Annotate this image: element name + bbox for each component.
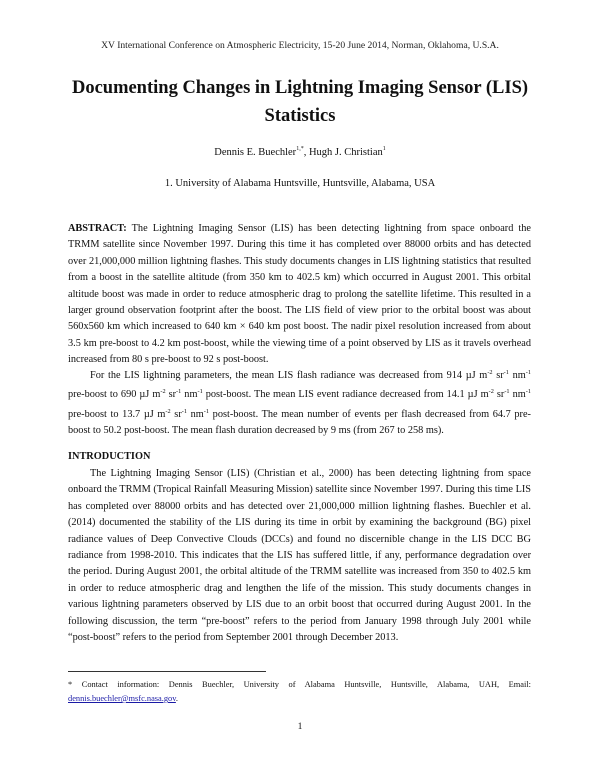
text-run: sr <box>170 408 182 420</box>
abstract-paragraph-2 <box>68 365 531 440</box>
text-run: nm <box>508 370 526 381</box>
abstract-label: ABSTRACT: <box>68 223 127 234</box>
text-run: pre-boost to 690 µJ m <box>68 389 161 401</box>
superscript: -2 <box>165 407 171 415</box>
footnote-end: . <box>175 694 178 703</box>
author-separator: , <box>303 147 309 158</box>
text-run: pre-boost to 13.7 µJ m <box>68 408 166 420</box>
footnote <box>68 678 531 706</box>
author-name: Hugh J. Christian <box>308 147 383 158</box>
text-run: sr <box>165 389 177 401</box>
abstract-text: The Lightning Imaging Sensor (LIS) has been detecting lightning from space onboard the TRMM satellite since November 1997. During this time it has completed over 88000 orbits and has detected over 21,000,000 million lightning flashes. This study documents changes in LIS lightning statistics that resulted from a boost in the satellite altitude (from 350 km to 402.5 km) which occurred in August 2001. This orbital altitude boost was made in order to reduce atmospheric drag to prolong the satellite lifetime. This resulted in a larger ground observation footprint after the boost. The LIS field of view prior to the orbital boost was about 560x560 km which increased to 640 km × 640 km post boost. The nadir pixel resolution increased from about 3.5 km pre-boost to 4.2 km post-boost, while the viewing time of a point observed by LIS as it travels overhead increased from 80 s pre-boost to 92 s post-boost. <box>68 223 531 366</box>
superscript: -2 <box>488 388 494 396</box>
footnote-mark: * <box>68 680 73 689</box>
text-run: nm <box>509 389 526 401</box>
superscript: -1 <box>503 369 509 376</box>
superscript: -2 <box>487 369 493 376</box>
conference-header: XV International Conference on Atmospheric Electricity, 15-20 June 2014, Norman, Oklahoma, U.S.A. <box>101 40 499 51</box>
paper-title: Documenting Changes in Lightning Imaging Sensor (LIS) Statistics <box>71 78 529 126</box>
superscript: -1 <box>504 388 510 396</box>
email-link[interactable]: dennis.buechler@msfc.nasa.gov <box>68 694 176 703</box>
footnote-text: Contact information: Dennis Buechler, University of Alabama Huntsville, Huntsville, Alabama, UAH, Email: <box>72 680 531 689</box>
superscript: -1 <box>525 388 531 396</box>
page-number: 1 <box>297 721 303 732</box>
footnote-separator <box>68 671 266 672</box>
text-run: nm <box>181 389 198 401</box>
abstract-paragraph <box>68 221 531 369</box>
text-run: sr <box>492 370 504 381</box>
superscript: -1 <box>525 369 531 376</box>
text-run: For the LIS lightning parameters, the mean LIS flash radiance was decreased from 914 µJ m <box>90 370 488 381</box>
author-affiliation-mark: 1 <box>382 146 386 152</box>
text-run: nm <box>187 408 204 420</box>
author-affiliation-mark: 1,* <box>296 146 304 152</box>
introduction-paragraph: The Lightning Imaging Sensor (LIS) (Christian et al., 2000) has been detecting lightning from space onboard the TRMM (Tropical Rainfall Measuring Mission) satellite since November 1997. During this time LIS has completed over 88000 orbits and has detected over 21,000,000 million lightning flashes. Buechler et al. (2014) documented the stability of the LIS during its time in orbit by examining the background (BG) pixel radiance values of Deep Convective Clouds (DCCs) and found no discernible change in the LIS DCC BG radiance from 1998-2010. This indicates that the LIS has suffered little, if any, performance degradation over the period. During August 2001, the orbital altitude of the TRMM satellite was increased from 350 to 402.5 km in order to reduce atmospheric drag and lengthen the life of the mission. This study documents changes in various lightning parameters observed by LIS due to an orbit boost that occurred during August 2001. In the following discussion, the term “pre-boost” refers to the period from January 1998 through July 2001 while “post-boost” refers to the period from September 2001 through December 2013. <box>68 468 532 644</box>
section-heading-introduction: INTRODUCTION <box>68 451 151 462</box>
superscript: -2 <box>160 388 166 396</box>
superscript: -1 <box>203 407 210 415</box>
superscript: -1 <box>176 388 182 396</box>
text-run: post-boost. The mean number of events per flash decreased from 64.7 pre-boost to 50.2 post-boost. The mean flash duration decreased by 9 ms (from 267 to 258 ms). <box>68 408 531 437</box>
text-run: post-boost. The mean LIS event radiance decreased from 14.1 µJ m <box>202 389 489 401</box>
author-line <box>0 146 600 158</box>
affiliation: 1. University of Alabama Huntsville, Huntsville, Alabama, USA <box>164 178 436 189</box>
text-run: sr <box>493 389 505 401</box>
superscript: -1 <box>197 388 203 396</box>
superscript: -1 <box>181 407 187 415</box>
author-name: Dennis E. Buechler <box>214 147 297 158</box>
